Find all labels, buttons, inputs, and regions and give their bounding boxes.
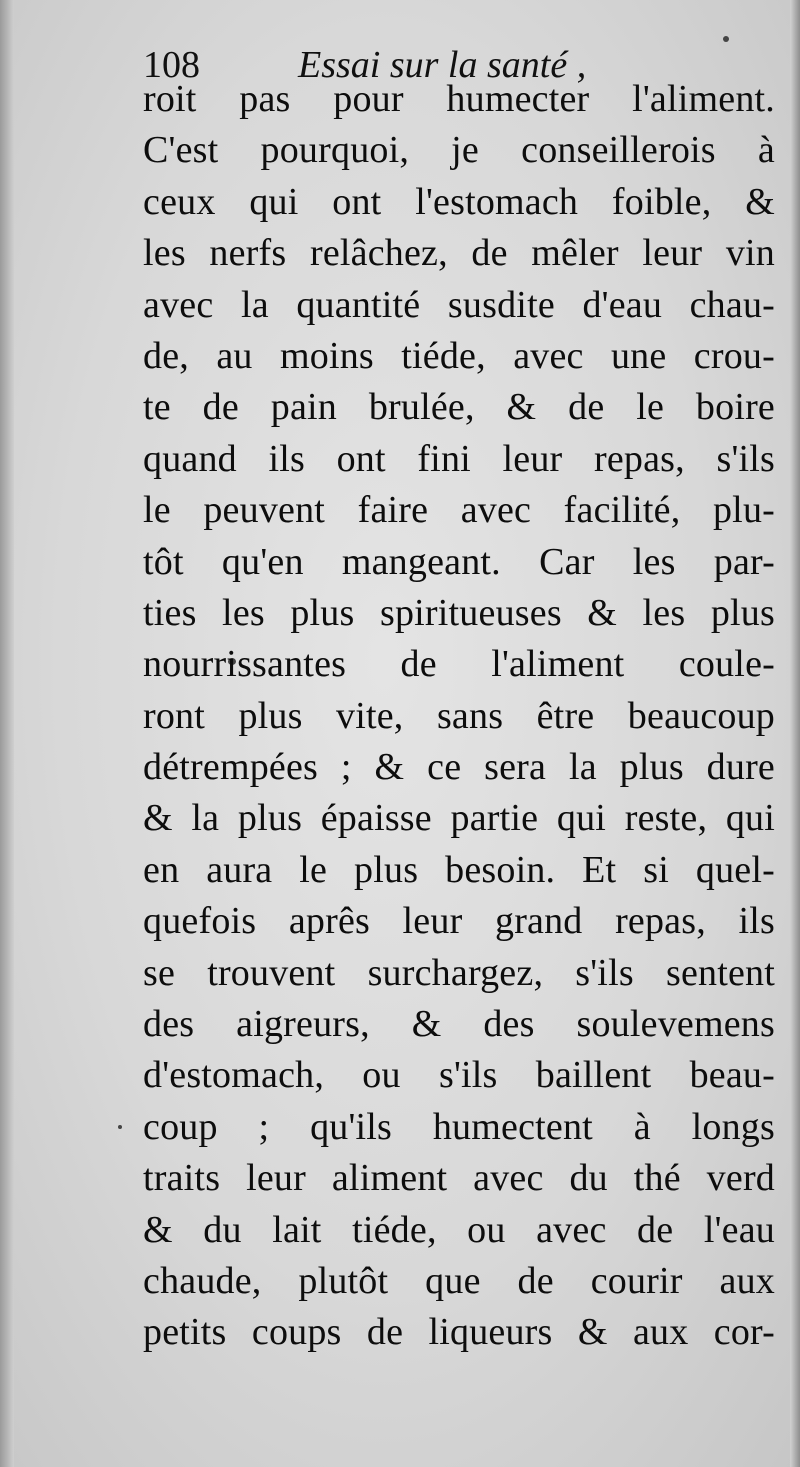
page-left-edge	[0, 0, 14, 1467]
text-line: se trouvent surchargez, s'ils sentent	[143, 951, 775, 994]
text-line: quefois aprês leur grand repas, ils	[143, 900, 775, 943]
ink-speck	[118, 1125, 122, 1129]
text-line: C'est pourquoi, je conseillerois à	[143, 129, 775, 172]
text-line: nourrissantes de l'aliment coule-	[143, 643, 775, 686]
text-line: des aigreurs, & des soulevemens	[143, 1003, 775, 1046]
text-line: chaude, plutôt que de courir aux	[143, 1259, 775, 1302]
text-line: coup ; qu'ils humectent à longs	[143, 1105, 775, 1148]
page-number: 108	[143, 44, 200, 86]
text-line: traits leur aliment avec du thé verd	[143, 1157, 775, 1200]
text-line: te de pain brulée, & de le boire	[143, 386, 775, 429]
text-line: d'estomach, ou s'ils baillent beau-	[143, 1054, 775, 1097]
text-line: ceux qui ont l'estomach foible, &	[143, 180, 775, 223]
text-line: petits coups de liqueurs & aux cor-	[143, 1311, 775, 1354]
ink-speck	[723, 36, 729, 42]
text-line: détrempées ; & ce sera la plus dure	[143, 746, 775, 789]
text-line: en aura le plus besoin. Et si quel-	[143, 848, 775, 891]
page-right-edge	[790, 0, 800, 1467]
text-line: ront plus vite, sans être beaucoup	[143, 694, 775, 737]
text-line: ties les plus spiritueuses & les plus	[143, 591, 775, 634]
text-line: avec la quantité susdite d'eau chau-	[143, 283, 775, 326]
text-line: les nerfs relâchez, de mêler leur vin	[143, 232, 775, 275]
running-title: Essai sur la santé ,	[298, 44, 587, 86]
text-line: & du lait tiéde, ou avec de l'eau	[143, 1208, 775, 1251]
text-line: quand ils ont fini leur repas, s'ils	[143, 437, 775, 480]
body-text	[143, 74, 775, 1359]
text-line: roit pas pour humecter l'aliment.	[143, 78, 775, 120]
text-line: tôt qu'en mangeant. Car les par-	[143, 540, 775, 583]
text-line: de, au moins tiéde, avec une crou-	[143, 334, 775, 377]
text-line: le peuvent faire avec facilité, plu-	[143, 489, 775, 532]
text-line: & la plus épaisse partie qui reste, qui	[143, 797, 775, 840]
